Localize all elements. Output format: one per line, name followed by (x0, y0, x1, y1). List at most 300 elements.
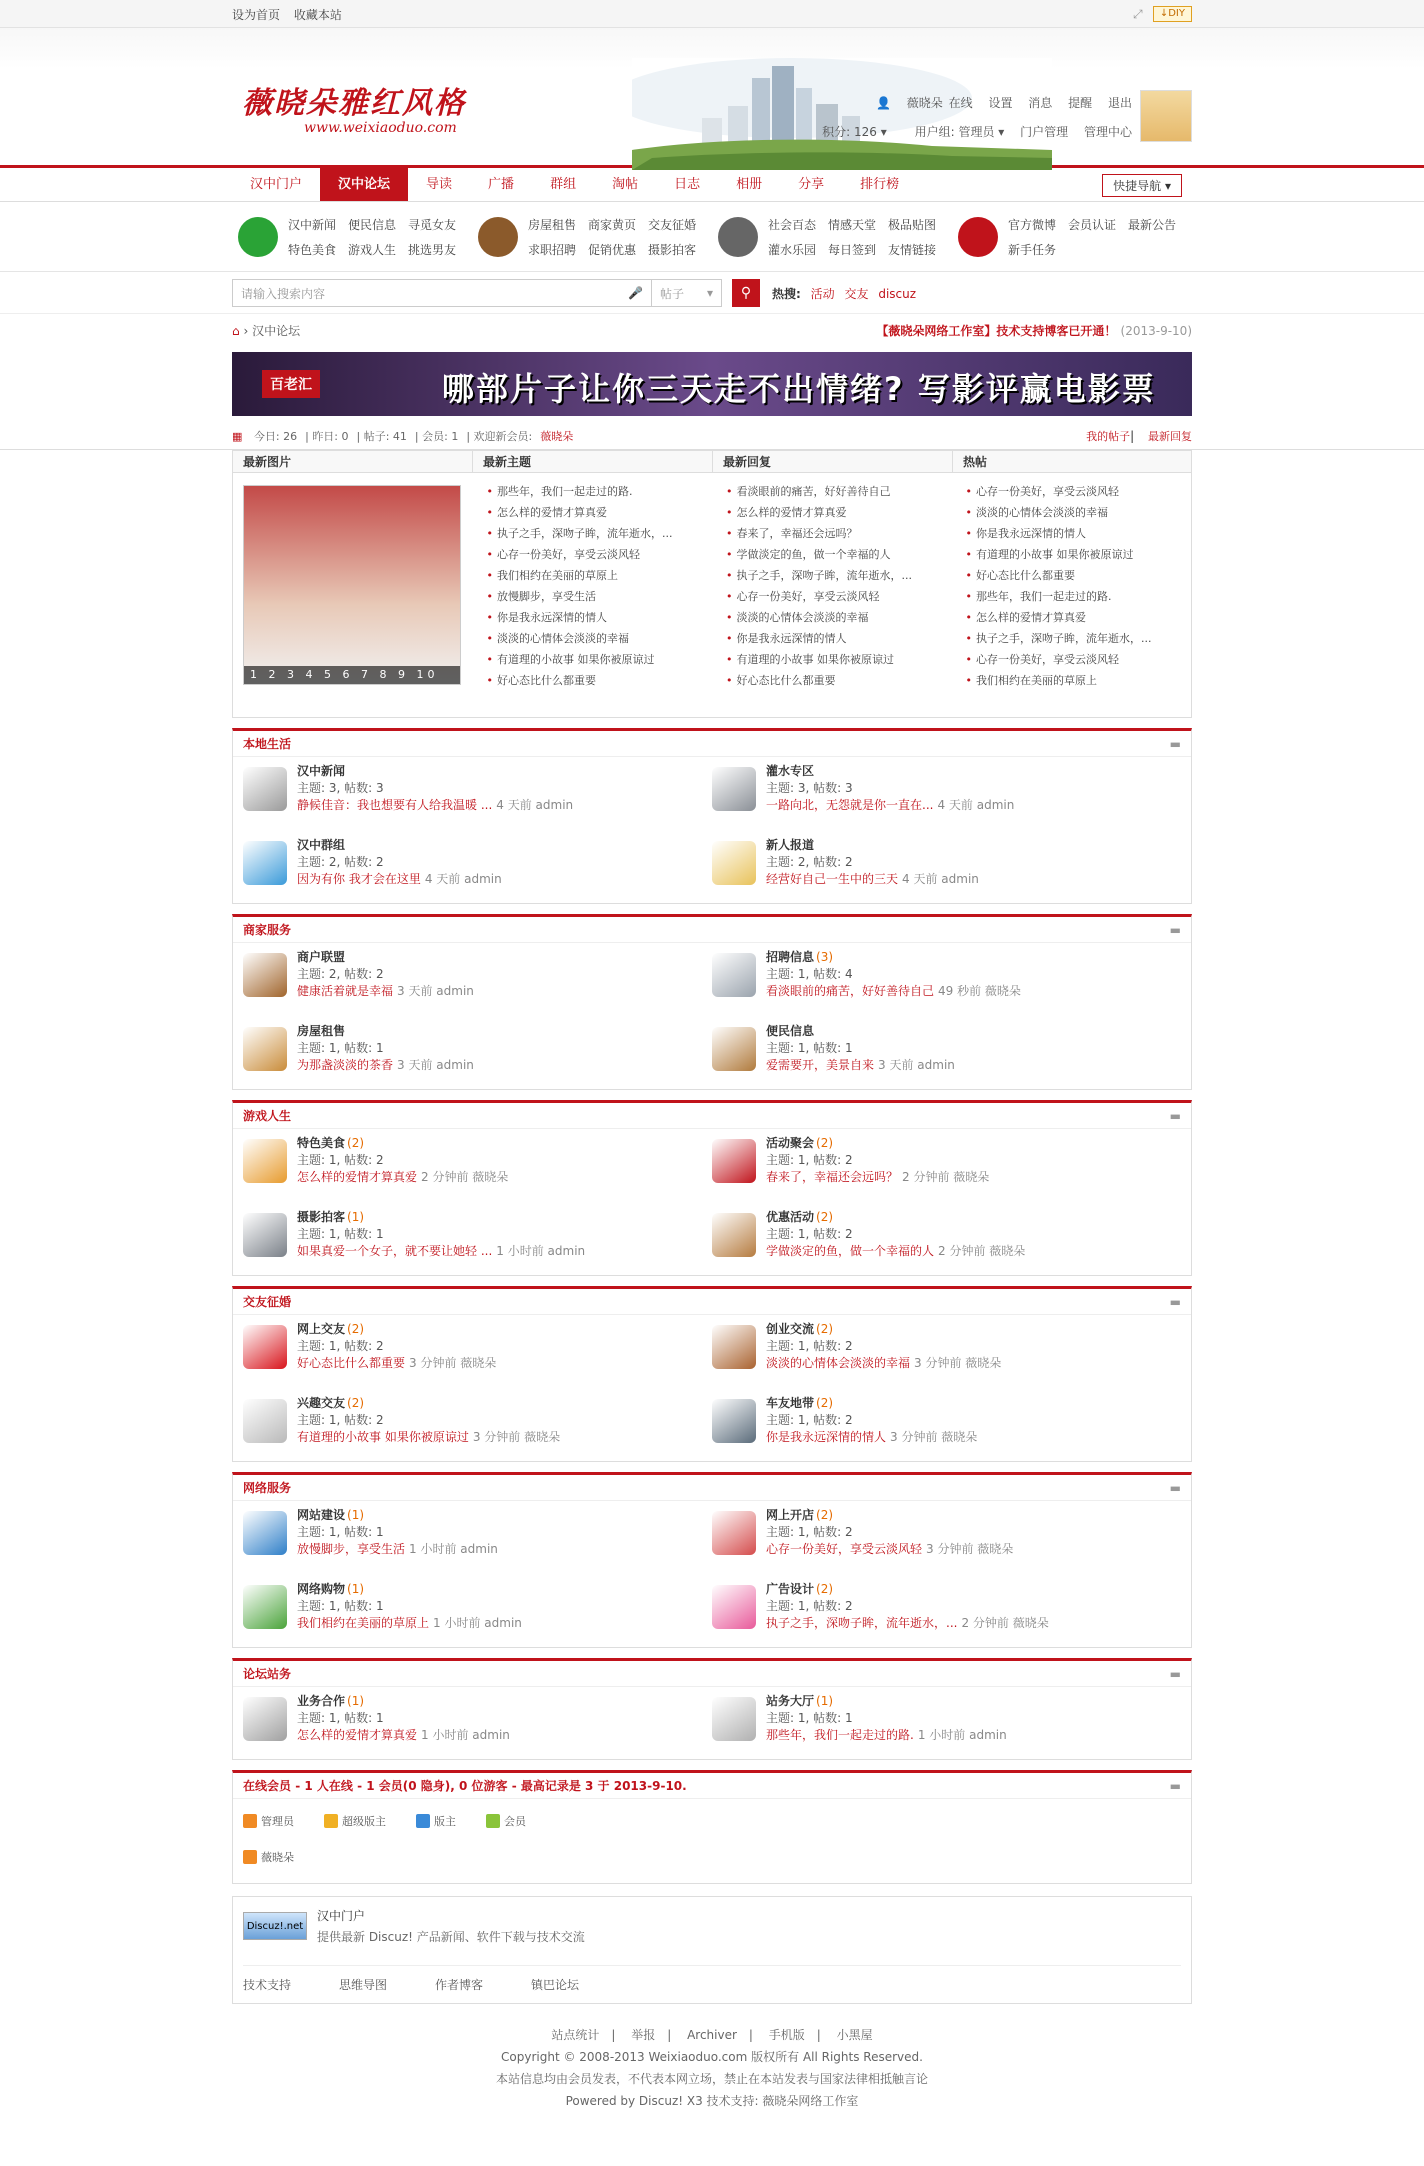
diy-button[interactable]: ↓DIY (1153, 6, 1192, 22)
collapse-icon[interactable]: ▬ (1169, 736, 1181, 751)
anchor-icon[interactable] (712, 767, 756, 811)
quick-link[interactable]: 灌水乐园 (768, 243, 817, 257)
forum-stats: 主题: 1, 帖数: 2 (766, 1413, 853, 1427)
topic-link[interactable]: • 心存一份美好，享受云淡风轻 (966, 649, 1186, 670)
forum-stats: 主题: 2, 帖数: 2 (297, 855, 384, 869)
forum-name-link[interactable]: 摄影拍客 (297, 1210, 346, 1224)
newest-member-link[interactable]: 薇晓朵 (540, 430, 574, 443)
heart-icon[interactable] (243, 1325, 287, 1369)
main-nav (0, 165, 1424, 202)
last-post-link[interactable]: 放慢脚步，享受生活 (297, 1542, 406, 1556)
nav-item[interactable]: 群组 (550, 177, 577, 192)
forum-name-link[interactable]: 灌水专区 (766, 764, 815, 778)
legend-mod: 版主 (416, 1813, 456, 1829)
forum-stats: 主题: 1, 帖数: 1 (297, 1599, 384, 1613)
forum-name-link[interactable]: 汉中新闻 (297, 764, 346, 778)
forum-category (232, 1286, 1192, 1462)
last-post-link[interactable]: 健康活着就是幸福 (297, 984, 394, 998)
legend-admin: 管理员 (243, 1813, 294, 1829)
forum-item (243, 1581, 712, 1641)
forum-stats: 主题: 1, 帖数: 2 (766, 1153, 853, 1167)
quick-link[interactable]: 最新公告 (1128, 218, 1177, 232)
last-post-meta: 3 分钟前 薇晓朵 (890, 1430, 978, 1444)
forum-item (712, 837, 1181, 897)
legend-super-mod: 超级版主 (324, 1813, 386, 1829)
quick-link-group (232, 216, 472, 258)
forum-stats: ▦ 今日: 26 | 昨日: 0 | 帖子: 41 | 会员: 1 | 欢迎新会员: 薇晓朵 我的帖子| 最新回复 (0, 422, 1424, 450)
forum-item (243, 763, 712, 823)
forum-item (712, 1507, 1181, 1567)
last-post-link[interactable]: 一路向北，无怨就是你一直在... (766, 798, 934, 812)
new-badge-icon (238, 217, 278, 257)
site-logo[interactable]: 薇晓朵雅红风格 www.weixiaoduo.com (242, 86, 466, 136)
forum-name-link[interactable]: 网络购物 (297, 1582, 346, 1596)
camera-icon (958, 217, 998, 257)
collapse-icon[interactable]: ▬ (1169, 1480, 1181, 1495)
last-post-meta: 4 天前 admin (424, 872, 502, 886)
microphone-icon[interactable]: 🎤 (628, 286, 643, 300)
category-title[interactable]: 交友征婚 (243, 1295, 292, 1309)
last-post-meta: 2 分钟前 薇晓朵 (938, 1244, 1026, 1258)
chevron-down-icon: ▾ (706, 286, 713, 300)
forum-stats: 主题: 1, 帖数: 2 (766, 1339, 853, 1353)
mug-icon[interactable] (243, 1399, 287, 1443)
quick-link[interactable]: 商家黄页 (588, 218, 637, 232)
last-post-meta: 2 分钟前 薇晓朵 (902, 1170, 990, 1184)
quick-link[interactable]: 社会百态 (768, 218, 817, 232)
search-icon: ⚲ (740, 285, 752, 301)
forum-item (712, 1209, 1181, 1269)
topic-link[interactable]: • 怎么样的爱情才算真爱 (726, 502, 946, 523)
last-post-meta: 1 小时前 admin (917, 1728, 1007, 1742)
camera-icon[interactable] (243, 1213, 287, 1257)
hot-search-link[interactable]: discuz (878, 286, 917, 301)
online-members: 在线会员 - 1 人在线 - 1 会员(0 隐身), 0 位游客 - 最高记录是 3 于 2013-9-10. ▬ 管理员 超级版主 版主 会员 薇晓朵 (232, 1770, 1192, 1884)
forum-name-link[interactable]: 广告设计 (766, 1582, 815, 1596)
forum-stats: 主题: 1, 帖数: 1 (297, 1227, 384, 1241)
last-post-meta: 2 分钟前 薇晓朵 (421, 1170, 509, 1184)
last-post-link[interactable]: 好心态比什么都重要 (297, 1356, 406, 1370)
topic-link[interactable]: • 春来了，幸福还会远吗？ (726, 523, 946, 544)
usergroup-dropdown[interactable]: 用户组: 管理员 ▾ (914, 125, 1005, 139)
last-post-link[interactable]: 爱需要开，美景自来 (766, 1058, 875, 1072)
forum-item (243, 1507, 712, 1567)
chat-bubble-icon[interactable] (243, 841, 287, 885)
last-post-meta: 1 小时前 admin (433, 1616, 522, 1630)
quick-link-group (952, 216, 1192, 258)
text-link[interactable]: 作者博客 (435, 1978, 484, 1992)
forum-name-link[interactable]: 新人报道 (766, 838, 815, 852)
last-post-meta: 4 天前 admin (937, 798, 1015, 812)
user-status: 在线 (948, 96, 973, 110)
forum-item (243, 1321, 712, 1381)
footer-link[interactable]: 站点统计 (551, 2028, 600, 2042)
quick-link[interactable]: 情感天堂 (828, 218, 877, 232)
quick-link[interactable]: 官方微博 (1008, 218, 1057, 232)
category-title[interactable]: 游戏人生 (243, 1109, 292, 1123)
topic-link[interactable]: • 执子之手，深吻子眸，流年逝水，... (726, 565, 946, 586)
hot-search-link[interactable]: 活动 (810, 286, 835, 301)
quick-link[interactable]: 寻觅女友 (408, 218, 457, 232)
collapse-icon[interactable]: ▬ (1169, 922, 1181, 937)
topic-link[interactable]: • 好心态比什么都重要 (726, 670, 946, 691)
last-post-meta: 4 天前 admin (902, 872, 979, 886)
last-post-link[interactable]: 怎么样的爱情才算真爱 (297, 1728, 418, 1742)
quick-link[interactable]: 求职招聘 (528, 243, 577, 257)
clipboard-icon (478, 217, 518, 257)
topic-link[interactable]: • 你是我永远深情的情人 (726, 628, 946, 649)
shopping-cart-icon (718, 217, 758, 257)
legend-member: 会员 (486, 1813, 526, 1829)
last-post-meta: 1 小时前 admin (496, 1244, 586, 1258)
topic-link[interactable]: • 怎么样的爱情才算真爱 (487, 502, 707, 523)
briefcase-icon[interactable] (243, 1697, 287, 1741)
username-link[interactable]: 👤 薇晓朵 (876, 96, 943, 110)
nav-item[interactable]: 汉中门户 (250, 177, 303, 192)
clipboard-list-icon[interactable] (712, 1027, 756, 1071)
forum-name-link[interactable]: 网上交友 (297, 1322, 346, 1336)
messages-link[interactable]: 消息 (1028, 96, 1053, 110)
quick-links (0, 202, 1424, 272)
topic-link[interactable]: • 淡淡的心情体会淡淡的幸福 (726, 607, 946, 628)
last-post-link[interactable]: 心存一份美好，享受云淡风轻 (766, 1542, 923, 1556)
topic-link[interactable]: • 学做淡定的鱼，做一个幸福的人 (726, 544, 946, 565)
last-post-meta: 3 分钟前 薇晓朵 (914, 1356, 1002, 1370)
topic-link[interactable]: • 我们相约在美丽的草原上 (487, 565, 707, 586)
forum-item (243, 1693, 712, 1753)
forum-category (232, 914, 1192, 1090)
forum-name-link[interactable]: 招聘信息 (766, 950, 815, 964)
latest-images-heading: 最新图片 (233, 451, 473, 472)
topic-link[interactable]: • 放慢脚步，享受生活 (487, 586, 707, 607)
new-post-count: (2) (816, 1210, 834, 1224)
new-post-count: (2) (347, 1322, 365, 1336)
topic-link[interactable]: • 执子之手，深吻子眸，流年逝水，... (966, 628, 1186, 649)
quick-link[interactable]: 游戏人生 (348, 243, 397, 257)
user-icon (243, 1814, 257, 1828)
home-icon[interactable]: ⌂ (232, 323, 240, 338)
last-post-link[interactable]: 因为有你 我才会在这里 (297, 872, 421, 886)
storefront-icon[interactable] (712, 1511, 756, 1555)
text-link[interactable]: 镇巴论坛 (531, 1978, 580, 1992)
nav-item[interactable]: 导读 (426, 177, 453, 192)
hot-search-link[interactable]: 交友 (844, 286, 869, 301)
last-post-meta: 4 天前 admin (496, 798, 574, 812)
nav-item[interactable]: 淘帖 (612, 177, 639, 192)
topic-link[interactable]: • 淡淡的心情体会淡淡的幸福 (966, 502, 1186, 523)
forum-name-link[interactable]: 站务大厅 (766, 1694, 815, 1708)
forum-name-link[interactable]: 活动聚会 (766, 1136, 815, 1150)
forum-category (232, 1100, 1192, 1276)
quick-link[interactable]: 房屋租售 (528, 218, 577, 232)
forum-item (712, 763, 1181, 823)
document-icon[interactable] (712, 1697, 756, 1741)
partner-link[interactable]: Discuz!.net 汉中门户 提供最新 Discuz! 产品新闻、软件下载与技术交流 (243, 1907, 1181, 1945)
quick-link[interactable]: 新手任务 (1008, 243, 1057, 257)
new-post-count: (2) (816, 1508, 834, 1522)
latest-panel (232, 450, 1192, 718)
collapse-icon[interactable]: ▬ (1169, 1294, 1181, 1309)
last-post-meta: 3 分钟前 薇晓朵 (926, 1542, 1014, 1556)
announcement[interactable]: 【薇晓朵网络工作室】技术支持博客已开通！ (2013-9-10) (876, 323, 1192, 338)
avatar[interactable] (1140, 90, 1192, 142)
points-dropdown[interactable]: 积分: 126 ▾ (822, 125, 887, 139)
quick-link[interactable]: 特色美食 (288, 243, 337, 257)
topic-link[interactable]: • 心存一份美好，享受云淡风轻 (726, 586, 946, 607)
last-post-link[interactable]: 怎么样的爱情才算真爱 (297, 1170, 418, 1184)
new-post-count: (2) (816, 1582, 834, 1596)
car-icon[interactable] (712, 1399, 756, 1443)
id-card-icon[interactable] (712, 953, 756, 997)
last-post-meta: 2 分钟前 薇晓朵 (961, 1616, 1049, 1630)
forum-name-link[interactable]: 网上开店 (766, 1508, 815, 1522)
topic-link[interactable]: • 看淡眼前的痛苦，好好善待自己 (726, 481, 946, 502)
new-post-count: (2) (816, 1322, 834, 1336)
slideshow-image[interactable] (243, 485, 461, 685)
portal-admin-link[interactable]: 门户管理 (1020, 125, 1069, 139)
quick-link[interactable]: 极品贴图 (888, 218, 937, 232)
topic-link[interactable]: • 你是我永远深情的情人 (966, 523, 1186, 544)
new-post-count: (1) (347, 1508, 365, 1522)
design-tools-icon[interactable] (243, 1511, 287, 1555)
breadcrumb: ⌂ › 汉中论坛 【薇晓朵网络工作室】技术支持博客已开通！ (2013-9-10) (232, 323, 1192, 338)
category-title[interactable]: 网络服务 (243, 1481, 292, 1495)
quick-link[interactable]: 便民信息 (348, 218, 397, 232)
new-post-count: (2) (816, 1396, 834, 1410)
forum-stats: 主题: 2, 帖数: 2 (766, 855, 853, 869)
nav-item[interactable]: 排行榜 (860, 177, 900, 192)
set-homepage-link[interactable]: 设为首页 (232, 7, 281, 22)
forum-stats: 主题: 1, 帖数: 1 (297, 1525, 384, 1539)
forum-item (243, 1023, 712, 1083)
forum-item (243, 837, 712, 897)
footer: 站点统计 | 举报 | Archiver | 手机版 | 小黑屋 Copyright © 2008-2013 Weixiaoduo.com 版权所有 All Rights Reserved. 本站信息均由会员发表，不代表本网立场，禁止在本站发表与国家法律相抵触言论 Powered by Discuz! X3 技术支持: 薇晓朵网络工作室 (495, 2028, 928, 2108)
quick-link[interactable]: 摄影拍客 (648, 243, 697, 257)
new-post-count: (2) (347, 1136, 365, 1150)
online-member-link[interactable]: 薇晓朵 (243, 1849, 294, 1865)
last-post-meta: 3 分钟前 薇晓朵 (409, 1356, 497, 1370)
forum-name-link[interactable]: 汉中群组 (297, 838, 346, 852)
last-post-link[interactable]: 为那盏淡淡的茶香 (297, 1058, 394, 1072)
latest-replies-heading: 最新回复 (713, 451, 953, 472)
shopping-bag-icon[interactable] (712, 1213, 756, 1257)
new-post-count: (2) (347, 1396, 365, 1410)
quick-link[interactable]: 挑选男友 (408, 243, 457, 257)
search-type-select[interactable]: 帖子 ▾ (652, 279, 722, 307)
forum-stats: 主题: 1, 帖数: 2 (297, 1413, 384, 1427)
color-wheel-icon[interactable] (712, 1585, 756, 1629)
last-post-link[interactable]: 学做淡定的鱼，做一个幸福的人 (766, 1244, 935, 1258)
nav-item[interactable]: 汉中论坛 (320, 168, 408, 201)
topic-link[interactable]: • 淡淡的心情体会淡淡的幸福 (487, 628, 707, 649)
last-post-link[interactable]: 淡淡的心情体会淡淡的幸福 (766, 1356, 911, 1370)
forum-stats: 主题: 1, 帖数: 1 (766, 1711, 853, 1725)
footer-link[interactable]: 手机版 (768, 2028, 805, 2042)
topic-link[interactable]: • 心存一份美好，享受云淡风轻 (966, 481, 1186, 502)
forum-stats: 主题: 3, 帖数: 3 (766, 781, 853, 795)
topic-link[interactable]: • 怎么样的爱情才算真爱 (966, 607, 1186, 628)
friend-links (232, 1896, 1192, 2004)
expand-icon[interactable]: ⤢ (1133, 7, 1143, 21)
new-post-count: (3) (816, 950, 834, 964)
last-post-meta: 49 秒前 薇晓朵 (938, 984, 1021, 998)
new-post-count: (2) (816, 1136, 834, 1150)
topic-link[interactable]: • 我们相约在美丽的草原上 (966, 670, 1186, 691)
new-post-count: (1) (347, 1582, 365, 1596)
last-post-link[interactable]: 春来了，幸福还会远吗？ (766, 1170, 899, 1184)
last-post-link[interactable]: 有道理的小故事 如果你被原谅过 (297, 1430, 469, 1444)
topic-link[interactable]: • 好心态比什么都重要 (966, 565, 1186, 586)
bookmark-link[interactable]: 收藏本站 (293, 7, 342, 22)
forum-stats: 主题: 1, 帖数: 1 (297, 1711, 384, 1725)
settings-link[interactable]: 设置 (988, 96, 1013, 110)
forum-item (243, 1135, 712, 1195)
category-title[interactable]: 本地生活 (243, 737, 292, 751)
last-post-link[interactable]: 静候佳音：我也想要有人给我温暖 ... (297, 798, 493, 812)
forum-item (712, 1693, 1181, 1753)
forum-category (232, 728, 1192, 904)
forum-name-link[interactable]: 优惠活动 (766, 1210, 815, 1224)
forum-stats: 主题: 1, 帖数: 2 (297, 1153, 384, 1167)
last-post-link[interactable]: 那些年，我们一起走过的路. (766, 1728, 914, 1742)
collapse-icon[interactable]: ▬ (1169, 1778, 1181, 1793)
forum-stats: 主题: 1, 帖数: 1 (766, 1041, 853, 1055)
forum-name-link[interactable]: 兴趣交友 (297, 1396, 346, 1410)
topic-link[interactable]: • 好心态比什么都重要 (487, 670, 707, 691)
topic-link[interactable]: • 你是我永远深情的情人 (487, 607, 707, 628)
collapse-icon[interactable]: ▬ (1169, 1666, 1181, 1681)
my-posts-link[interactable]: 我的帖子 (1086, 430, 1131, 443)
hot-search: 热搜: 活动 交友 discuz (772, 286, 917, 301)
logout-link[interactable]: 退出 (1107, 96, 1132, 110)
last-post-link[interactable]: 如果真爱一个女子，就不要让她轻 ... (297, 1244, 493, 1258)
address-book-icon[interactable] (243, 953, 287, 997)
hot-posts-heading: 热帖 (963, 455, 988, 469)
footer-link[interactable]: Archiver (687, 2028, 737, 2042)
forum-stats: 主题: 1, 帖数: 2 (297, 1339, 384, 1353)
last-post-link[interactable]: 经营好自己一生中的三天 (766, 872, 899, 886)
forum-stats: 主题: 1, 帖数: 2 (766, 1599, 853, 1613)
ad-banner[interactable]: 百老汇 哪部片子让你三天走不出情绪? 写影评赢电影票 (232, 352, 1192, 416)
quick-nav-button[interactable]: 快捷导航 ▾ (1102, 174, 1182, 197)
forum-stats: 主题: 3, 帖数: 3 (297, 781, 384, 795)
house-icon[interactable] (243, 1027, 287, 1071)
category-title[interactable]: 论坛站务 (243, 1667, 292, 1681)
stats-icon: ▦ (232, 430, 243, 443)
collapse-icon[interactable]: ▬ (1169, 1108, 1181, 1123)
topic-link[interactable]: • 有道理的小故事 如果你被原谅过 (726, 649, 946, 670)
user-icon (486, 1814, 500, 1828)
last-post-meta: 3 天前 admin (397, 1058, 474, 1072)
forum-stats: 主题: 1, 帖数: 2 (766, 1227, 853, 1241)
hot-posts-list (952, 473, 1192, 697)
quick-link[interactable]: 友情链接 (888, 243, 937, 257)
forum-stats: 主题: 1, 帖数: 2 (766, 1525, 853, 1539)
forum-stats: 主题: 1, 帖数: 4 (766, 967, 853, 981)
latest-replies-list (712, 473, 952, 697)
user-icon (416, 1814, 430, 1828)
newspaper-icon[interactable] (243, 767, 287, 811)
footer-link[interactable]: 小黑屋 (836, 2028, 873, 2042)
text-link[interactable]: 技术支持 (243, 1978, 292, 1992)
nav-item[interactable]: 广播 (488, 177, 515, 192)
forum-name-link[interactable]: 车友地带 (766, 1396, 815, 1410)
quick-link[interactable]: 促销优惠 (588, 243, 637, 257)
forum-name-link[interactable]: 商户联盟 (297, 950, 346, 964)
forum-category (232, 1472, 1192, 1648)
forum-item (712, 1395, 1181, 1455)
latest-replies-link[interactable]: 最新回复 (1148, 430, 1192, 443)
forum-name-link[interactable]: 房屋租售 (297, 1024, 346, 1038)
latest-topics-list (473, 473, 713, 697)
last-post-meta: 3 天前 admin (878, 1058, 955, 1072)
notepad-icon[interactable] (712, 841, 756, 885)
quick-link[interactable]: 汉中新闻 (288, 218, 337, 232)
category-title[interactable]: 商家服务 (243, 923, 292, 937)
reminders-link[interactable]: 提醒 (1068, 96, 1093, 110)
forum-item (712, 1581, 1181, 1641)
search-button[interactable] (732, 279, 760, 307)
last-post-link[interactable]: 你是我永远深情的情人 (766, 1430, 887, 1444)
forum-name-link[interactable]: 特色美食 (297, 1136, 346, 1150)
forum-name-link[interactable]: 业务合作 (297, 1694, 346, 1708)
user-icon (324, 1814, 338, 1828)
search-input[interactable]: 请输入搜索内容 🎤 (232, 279, 652, 307)
forum-category (232, 1658, 1192, 1760)
search-bar (0, 272, 1424, 314)
last-post-meta: 3 分钟前 薇晓朵 (472, 1430, 561, 1444)
nav-item[interactable]: 分享 (798, 177, 825, 192)
forum-stats: 主题: 2, 帖数: 2 (297, 967, 384, 981)
last-post-link[interactable]: 我们相约在美丽的草原上 (297, 1616, 430, 1630)
topic-link[interactable]: • 有道理的小故事 如果你被原谅过 (966, 544, 1186, 565)
nav-item[interactable]: 相册 (736, 177, 763, 192)
forum-item (712, 949, 1181, 1009)
topic-link[interactable]: • 心存一份美好，享受云淡风轻 (487, 544, 707, 565)
forum-item (712, 1321, 1181, 1381)
forum-item (712, 1023, 1181, 1083)
quick-link[interactable]: 每日签到 (828, 243, 877, 257)
slideshow-pager[interactable]: 1 2 3 4 5 6 7 8 9 10 (244, 666, 460, 684)
forum-item (243, 949, 712, 1009)
text-link[interactable]: 思维导图 (339, 1978, 388, 1992)
quick-link[interactable]: 交友征婚 (648, 218, 697, 232)
topic-link[interactable]: • 有道理的小故事 如果你被原谅过 (487, 649, 707, 670)
nav-item[interactable]: 日志 (674, 177, 701, 192)
footer-link[interactable]: 举报 (631, 2028, 656, 2042)
basket-icon[interactable] (243, 1585, 287, 1629)
user-panel (798, 94, 1132, 140)
last-post-meta: 1 小时前 admin (409, 1542, 498, 1556)
calendar-icon[interactable] (712, 1139, 756, 1183)
new-post-count: (1) (347, 1210, 365, 1224)
breadcrumb-current[interactable]: 汉中论坛 (252, 323, 301, 338)
topic-link[interactable]: • 执子之手，深吻子眸，流年逝水，... (487, 523, 707, 544)
last-post-link[interactable]: 执子之手，深吻子眸，流年逝水，... (766, 1616, 958, 1630)
signpost-icon[interactable] (712, 1325, 756, 1369)
forum-name-link[interactable]: 网站建设 (297, 1508, 346, 1522)
last-post-link[interactable]: 看淡眼前的痛苦，好好善待自己 (766, 984, 935, 998)
quick-link[interactable]: 会员认证 (1068, 218, 1117, 232)
topic-link[interactable]: • 那些年，我们一起走过的路. (966, 586, 1186, 607)
food-icon[interactable] (243, 1139, 287, 1183)
last-post-meta: 1 小时前 admin (421, 1728, 510, 1742)
new-post-count: (1) (816, 1694, 834, 1708)
forum-name-link[interactable]: 便民信息 (766, 1024, 815, 1038)
topic-link[interactable]: • 那些年，我们一起走过的路. (487, 481, 707, 502)
admin-center-link[interactable]: 管理中心 (1083, 125, 1132, 139)
forum-name-link[interactable]: 创业交流 (766, 1322, 815, 1336)
